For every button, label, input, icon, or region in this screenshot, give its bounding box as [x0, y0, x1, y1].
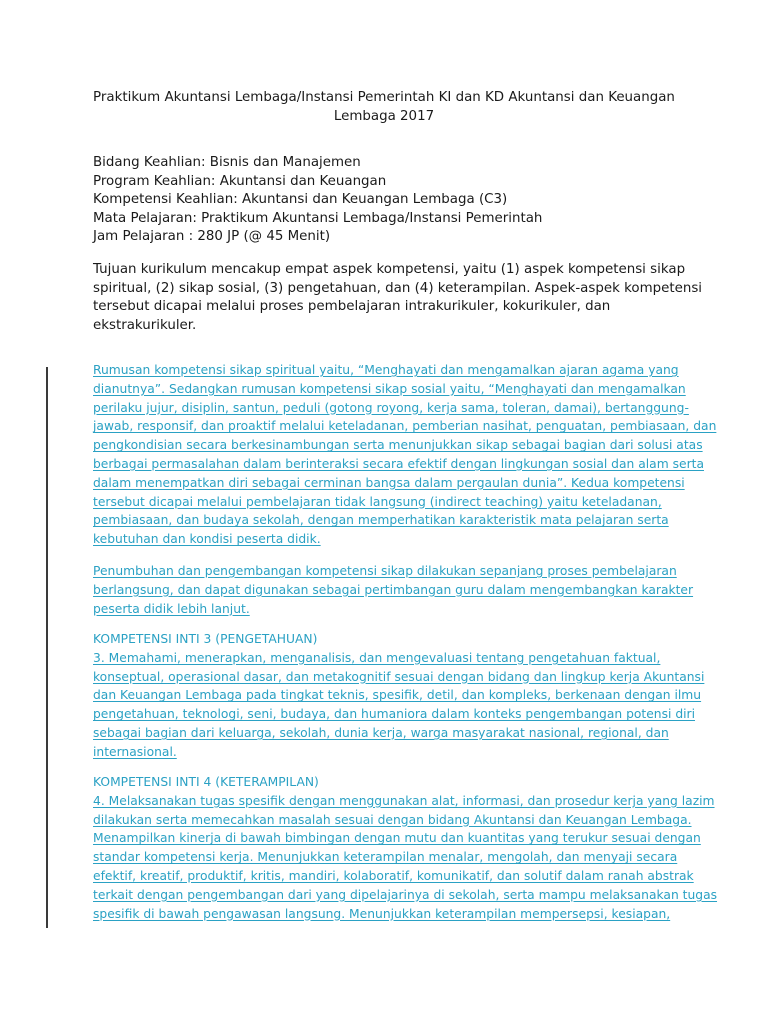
text-line: internasional.: [93, 744, 177, 759]
text-line: dan Keuangan Lembaga pada tingkat teknis, spesifik, detil, dan kompleks, berkenaan dengan ilmu: [93, 688, 702, 703]
meta-bidang-keahlian: Bidang Keahlian: Bisnis dan Manajemen: [93, 155, 361, 170]
text-line: Menampilkan kinerja di bawah bimbingan dengan mutu dan kuantitas yang terukur sesuai dengan: [93, 831, 701, 846]
meta-program-keahlian: Program Keahlian: Akuntansi dan Keuangan: [93, 173, 387, 189]
text-line: kebutuhan dan kondisi peserta didik.: [93, 532, 321, 547]
text-line: jawab, responsif, dan proaktif melalui keteladanan, pemberian nasihat, penguatan, pembiasaan, dan: [93, 419, 717, 434]
section-heading: KOMPETENSI INTI 4 (KETERAMPILAN): [93, 775, 319, 789]
revision-change-bar: [46, 367, 48, 928]
paragraph-kompetensi-sikap: [93, 361, 717, 549]
text-line: tersebut dicapai melalui proses pembelajaran intrakurikuler, kokurikuler, dan: [93, 299, 611, 314]
meta-jam-pelajaran: Jam Pelajaran : 280 JP (@ 45 Menit): [93, 229, 331, 244]
text-line: sebagai bagian dari keluarga, sekolah, dunia kerja, warga masyarakat nasional, regional, dan: [93, 725, 669, 740]
text-line: 4. Melaksanakan tugas spesifik dengan menggunakan alat, informasi, dan prosedur kerja yang lazim: [93, 793, 715, 808]
text-line: tersebut dicapai melalui pembelajaran tidak langsung (indirect teaching) yaitu keteladanan,: [93, 494, 662, 509]
paragraph-penumbuhan: [93, 562, 693, 618]
text-line: efektif, kreatif, produktif, kritis, mandiri, kolaboratif, komunikatif, dan solutif dalam ranah abstrak: [93, 868, 694, 883]
section-kompetensi-inti-4: [93, 773, 718, 923]
text-line: dalam menempatkan diri sebagai cerminan bangsa dalam pergaulan dunia”. Kedua kompetensi: [93, 475, 685, 490]
text-line: perilaku jujur, disiplin, santun, peduli (gotong royong, kerja sama, toleran, damai), bertanggung-: [93, 400, 689, 415]
meta-kompetensi-keahlian: Kompetensi Keahlian: Akuntansi dan Keuangan Lembaga (C3): [93, 192, 508, 207]
text-line: dianutnya”. Sedangkan rumusan kompetensi sikap sosial yaitu, “Menghayati dan mengamalkan: [93, 381, 686, 396]
title-line: Lembaga 2017: [333, 109, 435, 124]
text-line: spesifik di bawah pengawasan langsung. Menunjukkan keterampilan mempersepsi, kesiapan,: [93, 906, 671, 921]
section-heading: KOMPETENSI INTI 3 (PENGETAHUAN): [93, 632, 318, 646]
text-line: berlangsung, dan dapat digunakan sebagai pertimbangan guru dalam mengembangkan karakter: [93, 582, 694, 597]
text-line: Penumbuhan dan pengembangan kompetensi sikap dilakukan sepanjang proses pembelajaran: [93, 564, 677, 578]
text-line: pengkondisian secara berkesinambungan serta menunjukkan sikap sebagai bagian dari solusi atas: [93, 438, 703, 453]
text-line: ekstrakurikuler.: [93, 317, 197, 333]
text-line: Rumusan kompetensi sikap spiritual yaitu, “Menghayati dan mengamalkan ajaran agama yang: [93, 363, 679, 377]
title-line: Praktikum Akuntansi Lembaga/Instansi Pemerintah KI dan KD Akuntansi dan Keuangan: [93, 90, 675, 105]
text-line: berbagai permasalahan dalam berinteraksi secara efektif dengan lingkungan sosial dan alam serta: [93, 456, 704, 471]
intro-paragraph: [93, 261, 703, 335]
section-kompetensi-inti-3: [93, 630, 705, 762]
text-line: terkait dengan pengembangan dari yang dipelajarinya di sekolah, serta mampu melaksanakan tugas: [93, 887, 718, 902]
text-line: pengetahuan, teknologi, seni, budaya, dan humaniora dalam konteks pengembangan potensi diri: [93, 707, 696, 722]
text-line: 3. Memahami, menerapkan, menganalisis, dan mengevaluasi tentang pengetahuan faktual,: [93, 650, 661, 665]
text-line: Tujuan kurikulum mencakup empat aspek kompetensi, yaitu (1) aspek kompetensi sikap: [93, 262, 686, 277]
text-line: standar kompetensi kerja. Menunjukkan keterampilan menalar, mengolah, dan menyaji secara: [93, 850, 678, 865]
course-metadata: [93, 154, 713, 247]
meta-mata-pelajaran: Mata Pelajaran: Praktikum Akuntansi Lembaga/Instansi Pemerintah: [93, 210, 543, 226]
document-title: [70, 88, 698, 126]
text-line: peserta didik lebih lanjut.: [93, 601, 250, 616]
text-line: dilakukan serta memecahkan masalah sesuai dengan bidang Akuntansi dan Keuangan Lembaga.: [93, 812, 692, 827]
text-line: pembiasaan, dan budaya sekolah, dengan memperhatikan karakteristik mata pelajaran serta: [93, 513, 669, 528]
text-line: spiritual, (2) sikap sosial, (3) pengetahuan, dan (4) keterampilan. Aspek-aspek kompetensi: [93, 280, 703, 296]
text-line: konseptual, operasional dasar, dan metakognitif sesuai dengan bidang dan lingkup kerja Akuntansi: [93, 669, 705, 684]
